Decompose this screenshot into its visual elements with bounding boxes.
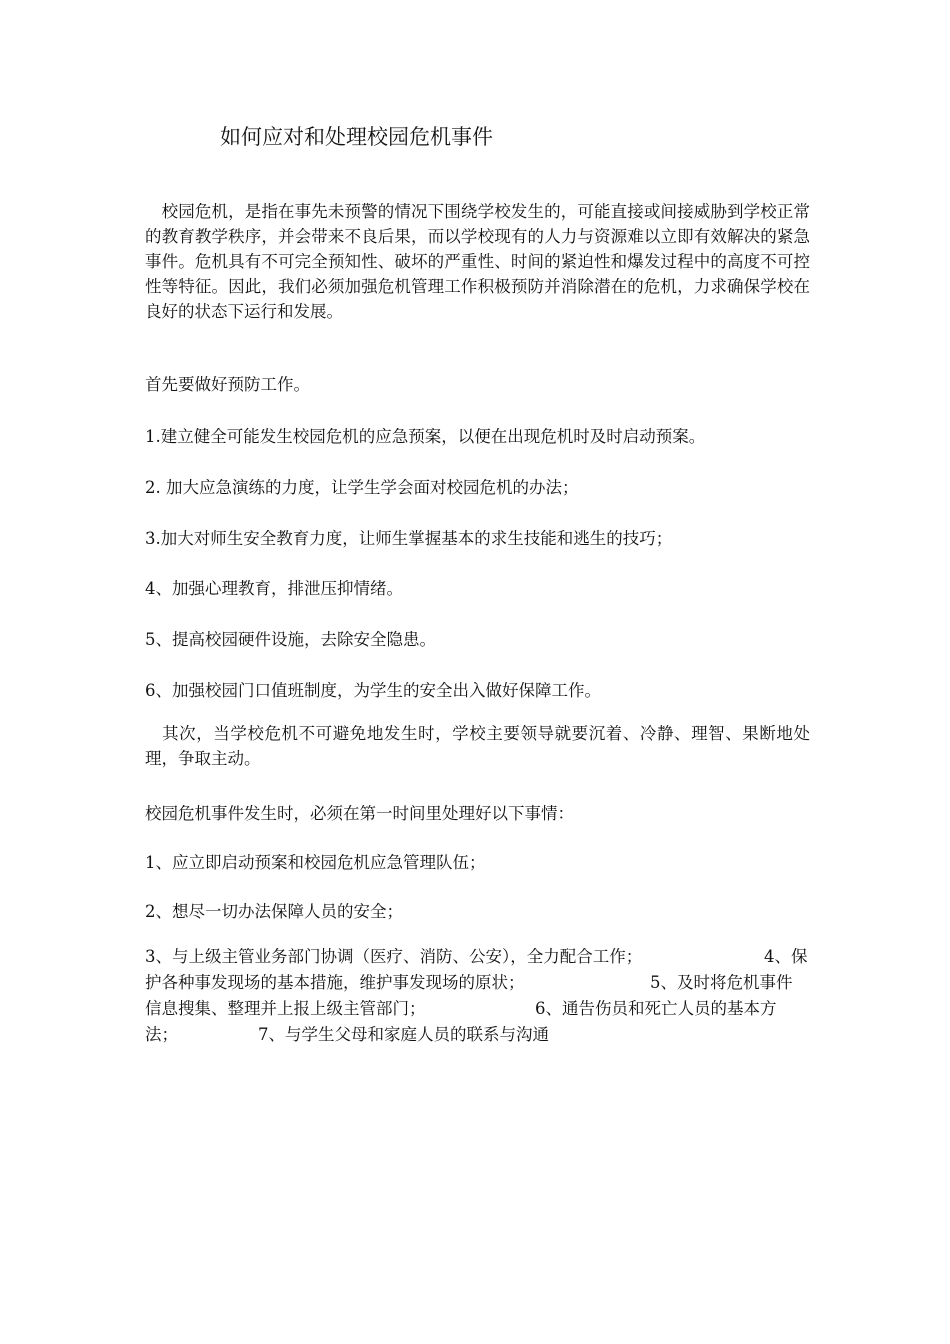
prevention-item-2: 2. 加大应急演练的力度，让学生学会面对校园危机的办法； (145, 478, 579, 497)
prevention-item-4: 4、加强心理教育，排泄压抑情绪。 (145, 579, 403, 598)
response-item-1: 1、应立即启动预案和校园危机应急管理队伍； (145, 853, 486, 872)
response-item-2: 2、想尽一切办法保障人员的安全； (145, 902, 403, 921)
response-item-5-start: 5、及时将危机事件 (650, 973, 793, 992)
response-item-7: 7、与学生父母和家庭人员的联系与沟通 (258, 1025, 549, 1044)
response-item-4-end: 护各种事发现场的基本措施，维护事发现场的原状； (145, 973, 525, 992)
response-item-5-end: 信息搜集、整理并上报上级主管部门； (145, 999, 426, 1018)
document-title: 如何应对和处理校园危机事件 (220, 125, 493, 149)
response-paragraph: 其次，当学校危机不可避免地发生时，学校主要领导就要沉着、冷静、理智、果断地处理，争取主动。 (145, 724, 810, 768)
response-item-4-start: 4、保 (764, 947, 808, 966)
intro-paragraph: 校园危机，是指在事先未预警的情况下围绕学校发生的，可能直接或间接威胁到学校正常的教育教学秩序，并会带来不良后果，而以学校现有的人力与资源难以立即有效解决的紧急事件。危机具有不可完全预知性、破坏的严重性、时间的紧迫性和爆发过程中的高度不可控性等特征。因此，我们必须加强危机管理工作积极预防并消除潜在的危机，力求确保学校在良好的状态下运行和发展。 (145, 202, 810, 321)
response-heading: 校园危机事件发生时，必须在第一时间里处理好以下事情： (145, 804, 574, 823)
prevention-item-6: 6、加强校园门口值班制度，为学生的安全出入做好保障工作。 (145, 681, 601, 700)
prevention-item-5: 5、提高校园硬件设施，去除安全隐患。 (145, 630, 436, 649)
response-item-6-end: 法； (145, 1025, 178, 1044)
response-block-line-1 (145, 944, 642, 969)
response-item-6-start: 6、通告伤员和死亡人员的基本方 (535, 999, 777, 1018)
prevention-heading: 首先要做好预防工作。 (145, 375, 310, 394)
prevention-item-3: 3.加大对师生安全教育力度，让师生掌握基本的求生技能和逃生的技巧； (145, 529, 673, 548)
prevention-item-1: 1.建立健全可能发生校园危机的应急预案，以便在出现危机时及时启动预案。 (145, 427, 706, 446)
response-item-3: 3、与上级主管业务部门协调（医疗、消防、公安），全力配合工作； (145, 947, 643, 966)
